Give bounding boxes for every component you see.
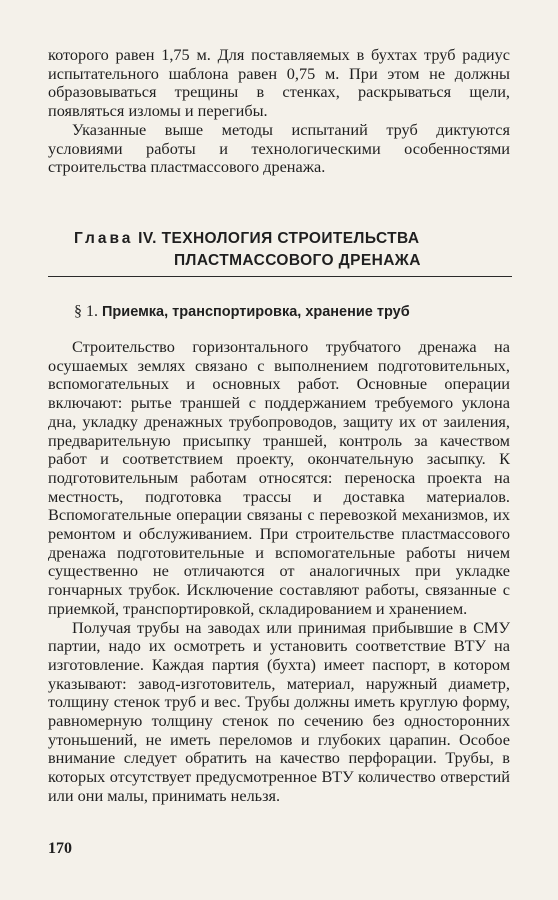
page-number: 170 (48, 840, 72, 857)
section-sign: § 1. (74, 303, 98, 320)
chapter-heading-line1 (48, 228, 510, 250)
body-text-block (48, 338, 510, 806)
paragraph-continuation: которого равен 1,75 м. Для поставляемых в бухтах труб радиус испытательного шаблона равен 0,75 м. При этом не должны образовываться трещины в стенках, раскрываться щели, появляться изломы и перегибы. (48, 45, 510, 121)
chapter-number: IV. (138, 230, 157, 247)
paragraph-construction: Строительство горизонтального трубчатого дренажа на осушаемых землях связано с выполнением подготовительных, вспомогательных и основных работ. Основные операции включают: рытье траншей с поддержанием требуемого уклона дна, укладку дренажных трубопроводов, защиту их от заиления, предварительную присыпку траншей, контроль за качеством работ и соответствием проекту, окончательную засыпку. К подготовительным работам относятся: переноска проекта на местность, подготовка трассы и доставка материалов. Вспомогательные операции связаны с перевозкой механизмов, их ремонтом и обслуживанием. При строительстве пластмассового дренажа подготовительные и вспомогательные работы ничем существенно не отличаются от аналогичных при укладке гончарных трубок. Исключение составляют работы, связанные с приемкой, транспортировкой, складированием и хранением. (48, 337, 510, 618)
paragraph-testing-methods: Указанные выше методы испытаний труб диктуются условиями работы и технологическими особенностями строительства пластмассового дренажа. (48, 119, 510, 177)
chapter-divider (48, 276, 512, 277)
top-text-block (48, 46, 510, 177)
chapter-title-line2: ПЛАСТМАССОВОГО ДРЕНАЖА (174, 252, 421, 269)
chapter-heading (48, 228, 510, 272)
paragraph-acceptance: Получая трубы на заводах или принимая прибывшие в СМУ партии, надо их осмотреть и установить соответствие ВТУ на изготовление. Каждая партия (бухта) имеет паспорт, в котором указывают: завод-изготовитель, материал, наружный диаметр, толщину стенок труб и вес. Трубы должны иметь круглую форму, равномерную толщину стенок по сечению без односторонних утоньшений, не иметь переломов и глубоких царапин. Особое внимание следует обратить на качество перфорации. Трубы, в которых отсутствует предусмотренное ВТУ количество отверстий или они малы, принимать нельзя. (48, 617, 510, 805)
section-heading (74, 302, 410, 322)
chapter-label: Глава (74, 230, 134, 247)
section-title: Приемка, транспортировка, хранение труб (102, 304, 410, 320)
chapter-title-line1: ТЕХНОЛОГИЯ СТРОИТЕЛЬСТВА (161, 230, 420, 247)
